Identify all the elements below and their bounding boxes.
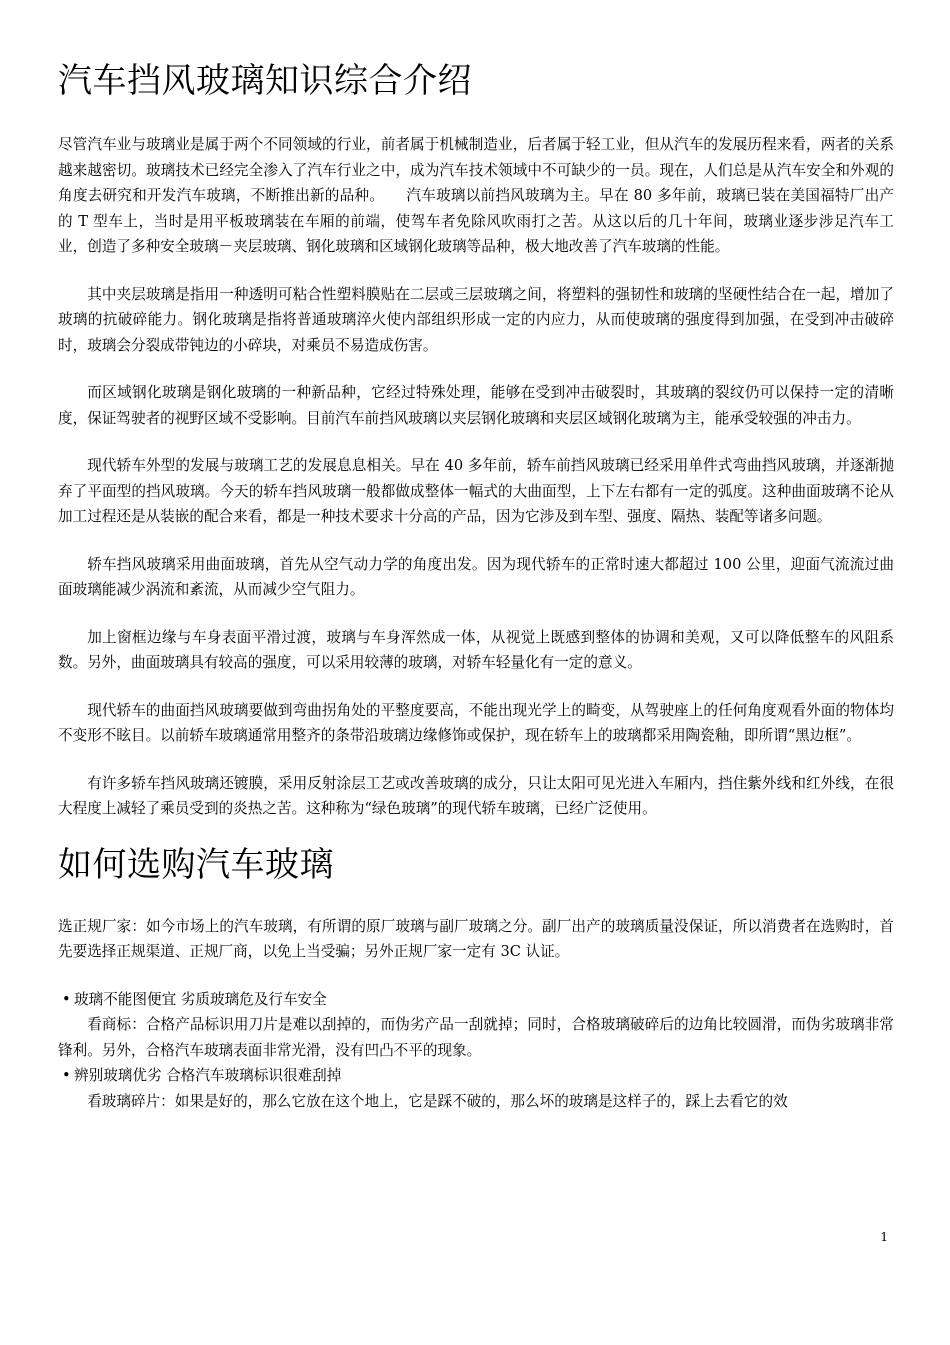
paragraph-laminated-glass: 其中夹层玻璃是指用一种透明可粘合性塑料膜贴在二层或三层玻璃之间，将塑料的强韧性和玻璃的坚硬性结合在一起，增加了玻璃的抗破碎能力。钢化玻璃是指将普通玻璃淬火使内部组织形成一定的内应力，从而使玻璃的强度得到加强，在受到冲击破碎时，玻璃会分裂成带钝边的小碎块，对乘员不易造成伤害。 [58,285,894,354]
bullet-text: 看商标：合格产品标识用刀片是难以刮掉的，而伪劣产品一刮就掉；同时，合格玻璃破碎后的边角比较圆滑，而伪劣玻璃非常锋利。另外，合格汽车玻璃表面非常光滑，没有凹凸不平的现象。 [58,1016,894,1059]
paragraph-green-glass: 有许多轿车挡风玻璃还镀膜，采用反射涂层工艺或改善玻璃的成分，只让太阳可见光进入车厢内，挡住紫外线和红外线，在很大程度上减轻了乘员受到的炎热之苦。这种称为“绿色玻璃”的现代轿车玻璃，已经广泛使用。 [58,774,894,817]
bullet-heading: 辨别玻璃优劣 合格汽车玻璃标识很难刮掉 [74,1067,342,1084]
bullet-heading: 玻璃不能图便宜 劣质玻璃危及行车安全 [74,990,327,1008]
page-number: 1 [880,1230,888,1244]
document-title: 汽车挡风玻璃知识综合介绍 [58,61,472,101]
paragraph-buying-intro: 选正规厂家：如今市场上的汽车玻璃，有所谓的原厂玻璃与副厂玻璃之分。副厂出产的玻璃质量没保证，所以消费者在选购时，首先要选择正规渠道、正规厂商，以免上当受骗；另外正规厂家一定有 3C 认证。 [58,917,894,960]
bullet-text: 看玻璃碎片：如果是好的，那么它放在这个地上，它是踩不破的，那么坏的玻璃是这样子的，踩上去看它的效 [87,1092,788,1110]
paragraph-intro: 尽管汽车业与玻璃业是属于两个不同领域的行业，前者属于机械制造业，后者属于轻工业，但从汽车的发展历程来看，两者的关系越来越密切。玻璃技术已经完全渗入了汽车行业之中，成为汽车技术领域中不可缺少的一员。现在，人们总是从汽车安全和外观的角度去研究和开发汽车玻璃，不断推出新的品种。 汽车玻璃以前挡风玻璃为主。早在 80 多年前，玻璃已装在美国福特厂出产的 T 型车上，当时是用平板玻璃装在车厢的前端，使驾车者免除风吹雨打之苦。从这以后的几十年间，玻璃业逐步涉足汽车工业，创造了多种安全玻璃－夹层玻璃、钢化玻璃和区域钢化玻璃等品种，极大地改善了汽车玻璃的性能。 [58,136,894,255]
bullet-item [58,987,894,1013]
paragraph-curved-windshield: 现代轿车外型的发展与玻璃工艺的发展息息相关。早在 40 多年前，轿车前挡风玻璃已经采用单件式弯曲挡风玻璃，并逐渐抛弃了平面型的挡风玻璃。今天的轿车挡风玻璃一般都做成整体一幅式的大曲面型，上下左右都有一定的弧度。这种曲面玻璃不论从加工过程还是从装嵌的配合来看，都是一种技术要求十分高的产品，因为它涉及到车型、强度、隔热、装配等诸多问题。 [58,457,894,525]
paragraph-window-frame: 加上窗框边缘与车身表面平滑过渡，玻璃与车身浑然成一体，从视觉上既感到整体的协调和美观，又可以降低整车的风阻系数。另外，曲面玻璃具有较高的强度，可以采用较薄的玻璃，对轿车轻量化有一定的意义。 [58,628,894,671]
page-content [58,58,894,1114]
section-title: 如何选购汽车玻璃 [58,844,334,885]
paragraph-zone-tempered-glass: 而区域钢化玻璃是钢化玻璃的一种新品种，它经过特殊处理，能够在受到冲击破裂时，其玻璃的裂纹仍可以保持一定的清晰度，保证驾驶者的视野区域不受影响。目前汽车前挡风玻璃以夹层钢化玻璃和夹层区域钢化玻璃为主，能承受较强的冲击力。 [58,384,894,427]
bullet-marker: • [62,1067,71,1084]
bullet-item [58,1063,894,1089]
bullet-marker: • [62,990,71,1008]
paragraph-black-frame: 现代轿车的曲面挡风玻璃要做到弯曲拐角处的平整度要高，不能出现光学上的畸变，从驾驶座上的任何角度观看外面的物体均不变形不眩目。以前轿车玻璃通常用整齐的条带沿玻璃边缘修饰或保护，现在轿车上的玻璃都采用陶瓷釉，即所谓“黑边框”。 [58,701,894,744]
paragraph-aerodynamics: 轿车挡风玻璃采用曲面玻璃，首先从空气动力学的角度出发。因为现代轿车的正常时速大都超过 100 公里，迎面气流流过曲面玻璃能减少涡流和紊流，从而减少空气阻力。 [58,555,894,598]
